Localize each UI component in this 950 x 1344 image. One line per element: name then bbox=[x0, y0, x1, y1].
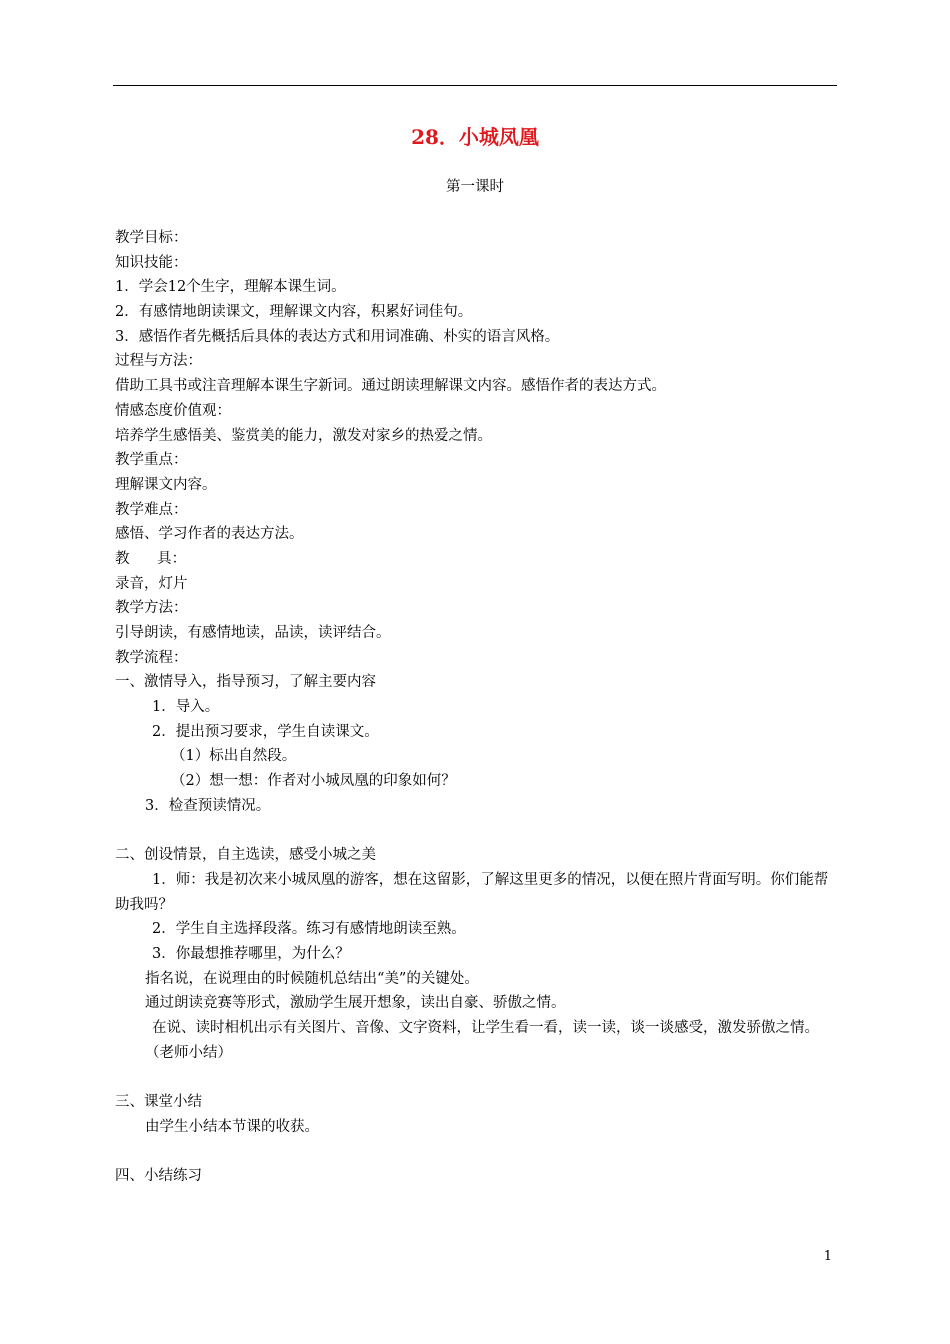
paragraph: 借助工具书或注音理解本课生字新词。通过朗读理解课文内容。感悟作者的表达方式。 bbox=[115, 378, 666, 395]
step-heading: 四、小结练习 bbox=[115, 1168, 202, 1185]
list-item: 1．导入。 bbox=[152, 699, 220, 716]
paragraph: 培养学生感悟美、鉴赏美的能力，激发对家乡的热爱之情。 bbox=[115, 427, 492, 444]
subsection-heading: 知识技能： bbox=[115, 254, 188, 271]
header-rule bbox=[113, 85, 837, 86]
list-item: （1）标出自然段。 bbox=[171, 748, 297, 765]
list-item bbox=[115, 868, 840, 917]
step-heading: 一、激情导入，指导预习，了解主要内容 bbox=[115, 674, 376, 691]
section-heading: 教学目标： bbox=[115, 230, 188, 246]
list-item: 2．学生自主选择段落。练习有感情地朗读至熟。 bbox=[152, 921, 466, 938]
paragraph: 指名说，在说理由的时候随机总结出“美”的关键处。 bbox=[145, 970, 479, 987]
paragraph-text: 在说、读时相机出示有关图片、音像、文字资料，让学生看一看，读一读，谈一谈感受，激发骄傲之情。 bbox=[152, 1020, 819, 1037]
paragraph: 理解课文内容。 bbox=[115, 476, 217, 493]
page-number: 1 bbox=[823, 1249, 832, 1264]
document-body bbox=[115, 226, 840, 1189]
list-item: 1．学会12个生字，理解本课生词。 bbox=[115, 279, 346, 296]
subsection-heading: 过程与方法： bbox=[115, 353, 202, 370]
step-heading: 二、创设情景，自主选读，感受小城之美 bbox=[115, 847, 376, 864]
document-title: 28．小城凤凰 bbox=[411, 125, 539, 149]
list-item: 2．提出预习要求，学生自读课文。 bbox=[152, 723, 379, 740]
blank-line bbox=[115, 1139, 840, 1164]
list-item: 3．你最想推荐哪里，为什么？ bbox=[152, 945, 350, 962]
paragraph: 通过朗读竞赛等形式，激励学生展开想象，读出自豪、骄傲之情。 bbox=[145, 995, 566, 1012]
paragraph: 感悟、学习作者的表达方法。 bbox=[115, 526, 304, 543]
list-item: 2．有感情地朗读课文，理解课文内容，积累好词佳句。 bbox=[115, 304, 473, 321]
subsection-heading: 情感态度价值观： bbox=[115, 402, 231, 419]
paragraph: 由学生小结本节课的收获。 bbox=[145, 1118, 319, 1135]
document-subtitle: 第一课时 bbox=[446, 179, 504, 195]
section-heading: 教学流程： bbox=[115, 649, 188, 666]
list-item-text: 1．师：我是初次来小城凤凰的游客，想在这留影，了解这里更多的情况，以便在照片背面写明。你们能帮助我吗？ bbox=[115, 871, 829, 913]
list-item: 3．感悟作者先概括后具体的表达方式和用词准确、朴实的语言风格。 bbox=[115, 328, 560, 345]
list-item: （2）想一想：作者对小城凤凰的印象如何？ bbox=[171, 773, 456, 790]
paragraph: 引导朗读，有感情地读，品读，读评结合。 bbox=[115, 625, 391, 641]
section-heading: 教学方法： bbox=[115, 600, 188, 617]
paragraph: （老师小结） bbox=[145, 1044, 232, 1061]
blank-line bbox=[115, 1065, 840, 1090]
section-heading: 教学难点： bbox=[115, 501, 188, 518]
paragraph bbox=[115, 1016, 840, 1041]
blank-line bbox=[115, 819, 840, 844]
section-heading: 教学重点： bbox=[115, 452, 188, 469]
paragraph: 录音，灯片 bbox=[115, 575, 188, 592]
step-heading: 三、课堂小结 bbox=[115, 1094, 202, 1111]
section-heading: 教 具： bbox=[115, 550, 187, 567]
list-item: 3．检查预读情况。 bbox=[145, 797, 271, 814]
